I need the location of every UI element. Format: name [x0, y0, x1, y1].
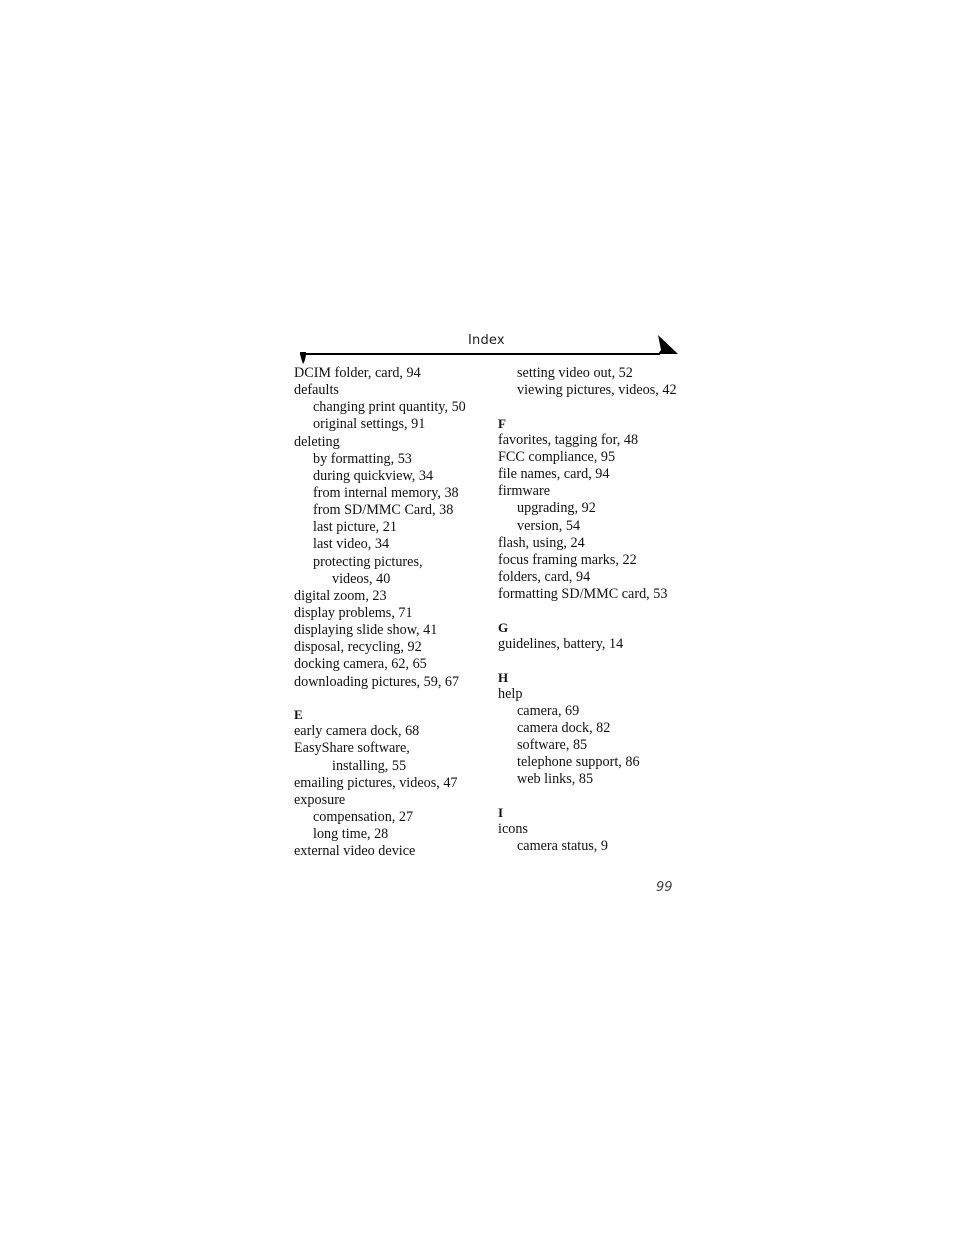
index-section-letter: I [498, 805, 504, 821]
index-entry: formatting SD/MMC card, 53 [498, 586, 668, 603]
index-entry: folders, card, 94 [498, 569, 591, 586]
index-entry: early camera dock, 68 [294, 723, 420, 740]
index-entry: docking camera, 62, 65 [294, 656, 427, 673]
index-subentry: from internal memory, 38 [313, 484, 459, 501]
index-entry: DCIM folder, card, 94 [294, 365, 421, 381]
index-entry: display problems, 71 [294, 604, 413, 621]
section-gap [498, 603, 688, 619]
index-subentry: viewing pictures, videos, 42 [517, 382, 677, 399]
index-entry: digital zoom, 23 [294, 587, 387, 604]
index-entry: firmware [498, 483, 550, 500]
index-entry: guidelines, battery, 14 [498, 635, 624, 652]
section-gap [498, 653, 688, 669]
index-subentry: long time, 28 [313, 826, 389, 843]
index-subentry: camera, 69 [517, 702, 580, 719]
index-subentry: by formatting, 53 [313, 450, 412, 467]
section-gap [498, 399, 688, 415]
index-subentry: web links, 85 [517, 771, 594, 788]
index-entry: EasyShare software, [294, 740, 410, 757]
index-subentry: upgrading, 92 [517, 500, 596, 517]
index-entry: external video device [294, 843, 416, 860]
section-gap [498, 789, 688, 805]
index-subentry: during quickview, 34 [313, 467, 434, 484]
index-subentry: version, 54 [517, 517, 581, 534]
index-entry: icons [498, 821, 528, 838]
page-number: 99 [656, 880, 673, 895]
index-subentry: telephone support, 86 [517, 754, 640, 771]
index-subentry: videos, 40 [332, 570, 391, 587]
index-entry: help [498, 685, 523, 702]
index-subentry: camera dock, 82 [517, 720, 611, 737]
index-entry: emailing pictures, videos, 47 [294, 774, 458, 791]
index-entry: defaults [294, 382, 339, 399]
index-section-letter: F [498, 415, 506, 431]
index-section-letter: E [294, 707, 303, 723]
index-entry: focus framing marks, 22 [498, 551, 637, 568]
index-entry: exposure [294, 791, 346, 808]
index-column-left [294, 365, 489, 860]
index-section-letter: G [498, 619, 509, 635]
index-entry: flash, using, 24 [498, 534, 585, 551]
index-entry: displaying slide show, 41 [294, 622, 438, 639]
rule-start-dot-icon [300, 352, 306, 364]
index-entry: file names, card, 94 [498, 466, 610, 483]
index-entry: favorites, tagging for, 48 [498, 431, 639, 448]
index-subentry: camera status, 9 [517, 838, 608, 855]
index-column-right [498, 365, 688, 856]
index-subentry: setting video out, 52 [517, 365, 633, 381]
index-subentry: last picture, 21 [313, 519, 397, 536]
index-entry: FCC compliance, 95 [498, 449, 616, 466]
section-gap [294, 691, 489, 707]
index-entry: downloading pictures, 59, 67 [294, 673, 460, 690]
index-subentry: original settings, 91 [313, 416, 426, 433]
index-subentry: from SD/MMC Card, 38 [313, 502, 454, 519]
index-section-letter: H [498, 669, 509, 685]
index-entry: disposal, recycling, 92 [294, 639, 422, 656]
index-subentry: last video, 34 [313, 536, 390, 553]
index-subentry: compensation, 27 [313, 809, 414, 826]
index-subentry: software, 85 [517, 737, 588, 754]
index-entry: deleting [294, 433, 340, 450]
index-subentry: changing print quantity, 50 [313, 399, 466, 416]
rule-arrow-icon [658, 335, 678, 354]
section-title: Index [468, 333, 505, 348]
index-subentry: installing, 55 [332, 757, 407, 774]
index-subentry: protecting pictures, [313, 553, 423, 570]
header-rule [296, 333, 678, 367]
